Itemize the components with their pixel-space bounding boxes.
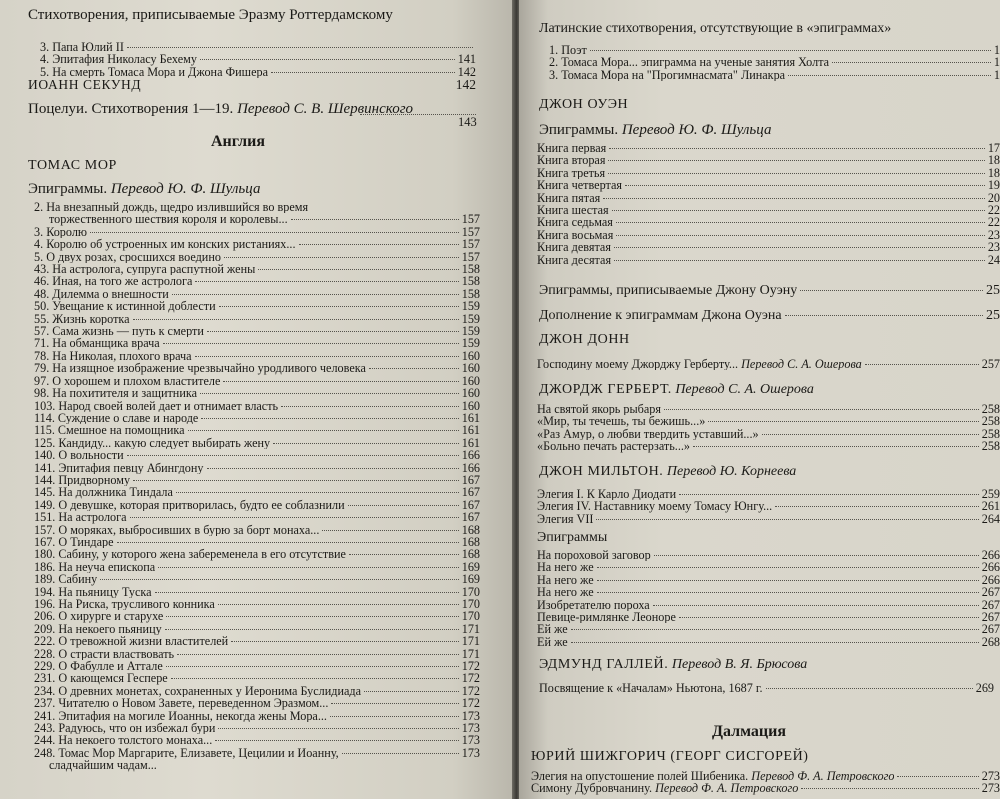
entry-title: Книга пятая xyxy=(537,191,601,205)
halley-row: Посвящение к «Началам» Ньютона, 1687 г. 269 xyxy=(539,681,994,695)
toc-entry xyxy=(537,549,1000,561)
toc-entry xyxy=(34,486,480,498)
owen-supplement-row: Дополнение к эпиграммам Джона Оуэна 25 xyxy=(539,308,1000,323)
page-number: 159 xyxy=(461,311,480,326)
page-number: 160 xyxy=(461,361,480,376)
page-number: 171 xyxy=(461,646,480,661)
toc-entry xyxy=(531,782,1000,794)
page-number: 159 xyxy=(461,299,480,314)
toc-entry xyxy=(34,350,480,362)
entry-title: Книга шестая xyxy=(537,204,609,217)
toc-entry xyxy=(34,263,480,275)
entry-title: Элегия IV. Наставнику моему Томасу Юнгу... xyxy=(537,500,773,513)
page-number: 167 xyxy=(461,497,480,512)
toc-entry xyxy=(537,428,1000,440)
entry-title: 140. О вольности xyxy=(34,449,124,462)
toc-entry xyxy=(34,598,480,610)
toc-entry xyxy=(531,770,1000,782)
erasmus-list xyxy=(40,41,476,78)
toc-entry xyxy=(34,610,480,622)
entry-title: 157. О моряках, выбросивших в бурю за борт монаха... xyxy=(34,523,320,536)
entry-title: 228. О страсти властвовать xyxy=(34,647,175,661)
page-number: 268 xyxy=(981,634,1000,649)
toc-entry xyxy=(34,375,480,387)
page-number: 22 xyxy=(987,215,1000,230)
toc-entry xyxy=(537,192,1000,204)
milton-epigrams-list xyxy=(537,549,1000,648)
page-number: 157 xyxy=(461,212,480,227)
toc-entry xyxy=(34,697,480,709)
toc-entry: 1. Поэт 1 xyxy=(549,43,1000,57)
toc-entry xyxy=(537,500,1000,512)
entry-title: 231. О кающемся Геспере xyxy=(34,672,168,685)
entry-title: Книга восьмая xyxy=(537,228,614,242)
toc-entry xyxy=(537,229,1000,241)
toc-entry xyxy=(537,415,1000,427)
toc-entry xyxy=(34,586,480,598)
author-heading: ИОАНН СЕКУНД xyxy=(28,77,142,92)
entry-title: На пороховой заговор xyxy=(537,549,651,562)
page-number: 170 xyxy=(461,609,480,624)
entry-title: 79. На изящное изображение чрезвычайно уродливого человека xyxy=(34,362,366,375)
section-title-dalmatia: Далмация xyxy=(711,723,786,740)
page-number: 172 xyxy=(461,683,480,698)
toc-entry xyxy=(34,387,480,399)
kisses-page: 143 xyxy=(458,115,477,129)
page-number: 166 xyxy=(461,448,480,463)
page-number: 167 xyxy=(461,485,480,500)
entry-title: 125. Кандиду... какую следует выбирать жену xyxy=(34,436,271,450)
entry-title: 244. На некоего толстого монаха... xyxy=(34,734,213,747)
page-number: 160 xyxy=(461,398,480,413)
toc-entry xyxy=(34,424,480,436)
toc-entry xyxy=(34,288,480,300)
toc-entry xyxy=(34,722,480,734)
entry-title: Книга седьмая xyxy=(537,216,613,229)
toc-entry xyxy=(34,672,480,684)
entry-title: 194. На пьяницу Туска xyxy=(34,585,152,598)
entry-title: 5. О двух розах, сросшихся воедино xyxy=(34,250,221,264)
toc-entry xyxy=(34,759,480,771)
latin-heading: Латинские стихотворения, отсутствующие в «эпиграммах» xyxy=(539,21,892,36)
page-number: 157 xyxy=(461,224,480,239)
page-number: 173 xyxy=(461,721,480,736)
page-number: 158 xyxy=(461,274,480,289)
entry-title: Элегия VII xyxy=(537,512,594,526)
toc-entry xyxy=(34,449,480,461)
page-number: 261 xyxy=(981,499,1000,514)
toc-entry xyxy=(537,154,1000,166)
page-number: 160 xyxy=(461,386,480,401)
entry-title: Книга третья xyxy=(537,166,606,180)
toc-entry xyxy=(34,685,480,697)
entry-title: 103. Народ своей волей дает и отнимает власть xyxy=(34,399,279,412)
page-number: 168 xyxy=(461,522,480,537)
entry-title: торжественного шествия короля и королевы... xyxy=(49,213,288,226)
page-number: 267 xyxy=(981,622,1000,637)
owen-books-list xyxy=(537,142,1000,266)
page-number: 161 xyxy=(461,435,480,450)
page-number: 23 xyxy=(987,227,1000,242)
toc-entry xyxy=(34,648,480,660)
entry-title: Книга вторая xyxy=(537,154,606,167)
entry-title: 2. На внезапный дождь, щедро излившийся во время xyxy=(34,201,309,214)
entry-title: 48. Дилемма о внешности xyxy=(34,287,169,301)
kisses-title: Поцелуи. Стихотворения 1—19. Перевод С. В. Шервинского xyxy=(28,101,414,117)
toc-entry xyxy=(537,561,1000,573)
entry-title: 209. На некоего пьяницу xyxy=(34,622,162,636)
toc-entry xyxy=(34,337,480,349)
sizgoric-list xyxy=(531,770,1000,795)
entry-title: 46. Иная, на того же астролога xyxy=(34,275,193,288)
entry-title: 97. О хорошем и плохом властителе xyxy=(34,374,221,388)
page-number: 258 xyxy=(981,402,1000,416)
toc-entry xyxy=(34,275,480,287)
more-epigrams-list xyxy=(34,201,480,772)
entry-title: 115. Смешное на помощника xyxy=(34,424,185,437)
entry-title: На него же xyxy=(537,586,594,599)
toc-entry xyxy=(34,635,480,647)
entry-title: Ей же xyxy=(537,635,568,649)
toc-entry xyxy=(34,462,480,474)
sizgoric-heading: ЮРИЙ ШИЖГОРИЧ (ГЕОРГ СИСГОРЕЙ) xyxy=(531,749,809,764)
entry-title: 229. О Фабулле и Аттале xyxy=(34,660,163,673)
entry-title: 151. На астролога xyxy=(34,511,127,524)
page-number: 157 xyxy=(461,249,480,264)
toc-entry xyxy=(34,573,480,585)
entry-title: 167. О Тиндаре xyxy=(34,535,114,549)
toc-entry xyxy=(537,586,1000,598)
page-number: 20 xyxy=(987,190,1000,205)
toc-entry xyxy=(34,251,480,263)
entry-title: 196. На Риска, трусливого конника xyxy=(34,598,215,611)
owen-epigrams-title: Эпиграммы. Перевод Ю. Ф. Шульца xyxy=(539,122,772,138)
page-number: 158 xyxy=(461,262,480,277)
toc-entry: 2. Томаса Мора... эпиграмма на ученые занятия Холта 1 xyxy=(549,55,1000,70)
page-number: 266 xyxy=(981,572,1000,587)
entry-title: 186. На неуча епископа xyxy=(34,560,156,574)
toc-entry xyxy=(34,561,480,573)
more-heading: ТОМАС МОР xyxy=(28,158,117,173)
entry-title: 3. Королю xyxy=(34,225,88,239)
entry-title: Книга девятая xyxy=(537,241,611,254)
toc-entry xyxy=(34,238,480,250)
entry-title: 243. Радуюсь, что он избежал бури xyxy=(34,722,216,735)
page-number: 172 xyxy=(461,671,480,686)
page-number: 159 xyxy=(461,324,480,339)
entry-title: 43. На астролога, супруга распутной жены xyxy=(34,263,256,276)
entry-title: «Больно печать растерзать...» xyxy=(537,440,691,453)
toc-entry: 4. Эпитафия Николасу Бехему 141 xyxy=(40,52,476,67)
page-number: 171 xyxy=(461,634,480,649)
toc-entry xyxy=(34,623,480,635)
entry-title: Изобретателю пороха xyxy=(537,598,650,612)
page-number: 142 xyxy=(455,77,476,92)
page-number: 22 xyxy=(987,203,1000,218)
page-number: 173 xyxy=(461,745,480,760)
entry-title: 141. Эпитафия певцу Абингдону xyxy=(34,461,204,474)
halley-heading: ЭДМУНД ГАЛЛЕЙ. Перевод В. Я. Брюсова xyxy=(539,657,808,672)
entry-title: 114. Суждение о славе и народе xyxy=(34,411,199,425)
milton-heading: ДЖОН МИЛЬТОН. Перевод Ю. Корнеева xyxy=(539,464,797,479)
secundus-row xyxy=(28,77,476,93)
entry-title: 57. Сама жизнь — путь к смерти xyxy=(34,325,204,338)
entry-title: На него же xyxy=(537,561,594,574)
toc-entry xyxy=(34,213,480,225)
page-number: 267 xyxy=(981,585,1000,600)
page-number: 273 xyxy=(981,781,1000,796)
toc-entry xyxy=(34,474,480,486)
toc-entry xyxy=(537,611,1000,623)
erasmus-heading: Стихотворения, приписываемые Эразму Роттердамскому xyxy=(28,7,393,23)
page-number: 170 xyxy=(461,584,480,599)
toc-entry xyxy=(34,710,480,722)
milton-elegies-list xyxy=(537,488,1000,525)
page-number: 259 xyxy=(981,487,1000,501)
page-number: 159 xyxy=(461,336,480,351)
entry-title: 149. О девушке, которая притворилась, будто ее соблазнили xyxy=(34,498,345,512)
entry-title: сладчайшим чадам... xyxy=(49,759,157,772)
page-number: 169 xyxy=(461,559,480,574)
toc-entry xyxy=(34,511,480,523)
toc-entry xyxy=(537,254,1000,266)
page-number: 169 xyxy=(461,572,480,587)
page-number: 172 xyxy=(461,696,480,711)
page-number: 266 xyxy=(981,548,1000,562)
toc-entry xyxy=(537,623,1000,635)
toc-entry xyxy=(34,313,480,325)
page-number: 161 xyxy=(461,423,480,438)
page-number: 24 xyxy=(987,252,1000,267)
toc-entry xyxy=(537,513,1000,525)
entry-title: 55. Жизнь коротка xyxy=(34,312,130,326)
toc-entry: 3. Папа Юлий II xyxy=(40,41,476,53)
entry-title: 71. На обманщика врача xyxy=(34,337,160,350)
entry-title: «Мир, ты течешь, ты бежишь...» xyxy=(537,415,706,428)
page-number: 19 xyxy=(987,178,1000,193)
right-page xyxy=(519,0,1000,799)
toc-entry xyxy=(34,226,480,238)
entry-title: Элегия I. К Карло Диодати xyxy=(537,488,677,501)
entry-title: Книга первая xyxy=(537,142,607,155)
toc-entry xyxy=(34,437,480,449)
toc-entry xyxy=(537,488,1000,500)
page-number: 171 xyxy=(461,621,480,636)
page-number: 266 xyxy=(981,560,1000,575)
page-number: 161 xyxy=(461,410,480,425)
entry-title: Книга четвертая xyxy=(537,179,623,192)
entry-title: 78. На Николая, плохого врача xyxy=(34,349,192,363)
entry-title: 206. О хирурге и старухе xyxy=(34,610,164,623)
toc-entry xyxy=(34,660,480,672)
entry-title: 241. Эпитафия на могиле Иоанны, некогда жены Мора... xyxy=(34,709,327,723)
page-number: 258 xyxy=(981,414,1000,429)
entry-title: 50. Увещание к истинной доблести xyxy=(34,300,216,313)
toc-entry xyxy=(34,412,480,424)
donne-heading: ДЖОН ДОНН xyxy=(539,332,630,347)
toc-entry xyxy=(537,574,1000,586)
entry-title: 189. Сабину xyxy=(34,573,98,586)
page-number: 18 xyxy=(987,165,1000,180)
entry-title: На святой якорь рыбаря xyxy=(537,403,661,416)
entry-title: Ей же xyxy=(537,623,568,636)
page-number: 23 xyxy=(987,240,1000,255)
entry-title: 180. Сабину, у которого жена забеременела в его отсутствие xyxy=(34,548,346,561)
section-title-england: Англия xyxy=(210,133,266,150)
herbert-list xyxy=(537,403,1000,453)
owen-heading: ДЖОН ОУЭН xyxy=(539,97,629,112)
entry-title: 4. Королю об устроенных им конских ристаниях... xyxy=(34,238,296,251)
toc-entry xyxy=(34,499,480,511)
entry-title: Певице-римлянке Леоноре xyxy=(537,611,676,624)
toc-entry xyxy=(34,400,480,412)
toc-entry xyxy=(537,403,1000,415)
page-number: 267 xyxy=(981,610,1000,625)
entry-title: Симону Дубровчанину. Перевод Ф. А. Петровского xyxy=(531,782,799,795)
milton-epigrams-heading: Эпиграммы xyxy=(537,530,608,545)
herbert-heading: ДЖОРДЖ ГЕРБЕРТ. Перевод С. А. Ошерова xyxy=(539,382,814,397)
page-number: 273 xyxy=(981,769,1000,783)
more-epigrams-title: Эпиграммы. Перевод Ю. Ф. Шульца xyxy=(28,181,261,197)
entry-title: 145. На должника Тиндала xyxy=(34,486,173,499)
page-number: 18 xyxy=(987,153,1000,168)
toc-entry xyxy=(34,536,480,548)
latin-list xyxy=(549,44,1000,81)
entry-title: 98. На похитителя и защитника xyxy=(34,387,198,400)
toc-entry xyxy=(34,362,480,374)
toc-entry xyxy=(537,179,1000,191)
toc-entry xyxy=(537,440,1000,452)
page-number: 258 xyxy=(981,426,1000,441)
toc-entry xyxy=(537,599,1000,611)
toc-entry xyxy=(34,548,480,560)
page-number: 168 xyxy=(461,547,480,562)
toc-entry xyxy=(34,201,480,213)
toc-entry: 5. На смерть Томаса Мора и Джона Фишера 142 xyxy=(40,64,476,79)
entry-title: 144. Придворному xyxy=(34,473,131,487)
toc-entry xyxy=(537,167,1000,179)
page-number: 157 xyxy=(461,237,480,252)
page-number: 168 xyxy=(461,534,480,549)
toc-entry xyxy=(537,204,1000,216)
page-number: 160 xyxy=(461,348,480,363)
page-number: 264 xyxy=(981,511,1000,526)
entry-title: Элегия на опустошение полей Шибеника. Перевод Ф. А. Петровского xyxy=(531,770,895,783)
page-number: 173 xyxy=(461,708,480,723)
toc-entry xyxy=(34,747,480,759)
entry-title: 222. О тревожной жизни властителей xyxy=(34,635,229,648)
page-number: 17 xyxy=(987,141,1000,155)
page-number: 167 xyxy=(461,472,480,487)
entry-title: Книга десятая xyxy=(537,253,612,267)
entry-title: «Раз Амур, о любви твердить уставший...» xyxy=(537,427,759,441)
toc-entry xyxy=(34,325,480,337)
page-number: 160 xyxy=(461,373,480,388)
entry-title: На него же xyxy=(537,573,594,587)
entry-title: 237. Читателю о Новом Завете, переведенном Эразмом... xyxy=(34,697,329,710)
page-number: 173 xyxy=(461,733,480,748)
toc-entry xyxy=(537,241,1000,253)
toc-entry xyxy=(537,216,1000,228)
toc-entry xyxy=(34,300,480,312)
page-number: 166 xyxy=(461,460,480,475)
toc-entry xyxy=(537,636,1000,648)
page-number: 158 xyxy=(461,286,480,301)
page-number: 170 xyxy=(461,597,480,611)
page-number: 258 xyxy=(981,439,1000,454)
page-number: 172 xyxy=(461,659,480,674)
toc-entry xyxy=(34,524,480,536)
owen-attributed-row: Эпиграммы, приписываемые Джону Оуэну 25 xyxy=(539,283,1000,298)
donne-row: Господину моему Джорджу Герберту... Перевод С. А. Ошерова 257 xyxy=(537,357,1000,371)
entry-title: 248. Томас Мор Маргарите, Елизавете, Цецилии и Иоанну, xyxy=(34,746,339,760)
entry-title: 234. О древних монетах, сохраненных у Иеронима Буслидиада xyxy=(34,684,361,698)
toc-entry xyxy=(537,142,1000,154)
toc-entry: 3. Томаса Мора на "Прогимнасмата" Линакра 1 xyxy=(549,67,1000,82)
page-number: 267 xyxy=(981,597,1000,612)
toc-entry xyxy=(34,734,480,746)
page-number: 167 xyxy=(461,510,480,525)
